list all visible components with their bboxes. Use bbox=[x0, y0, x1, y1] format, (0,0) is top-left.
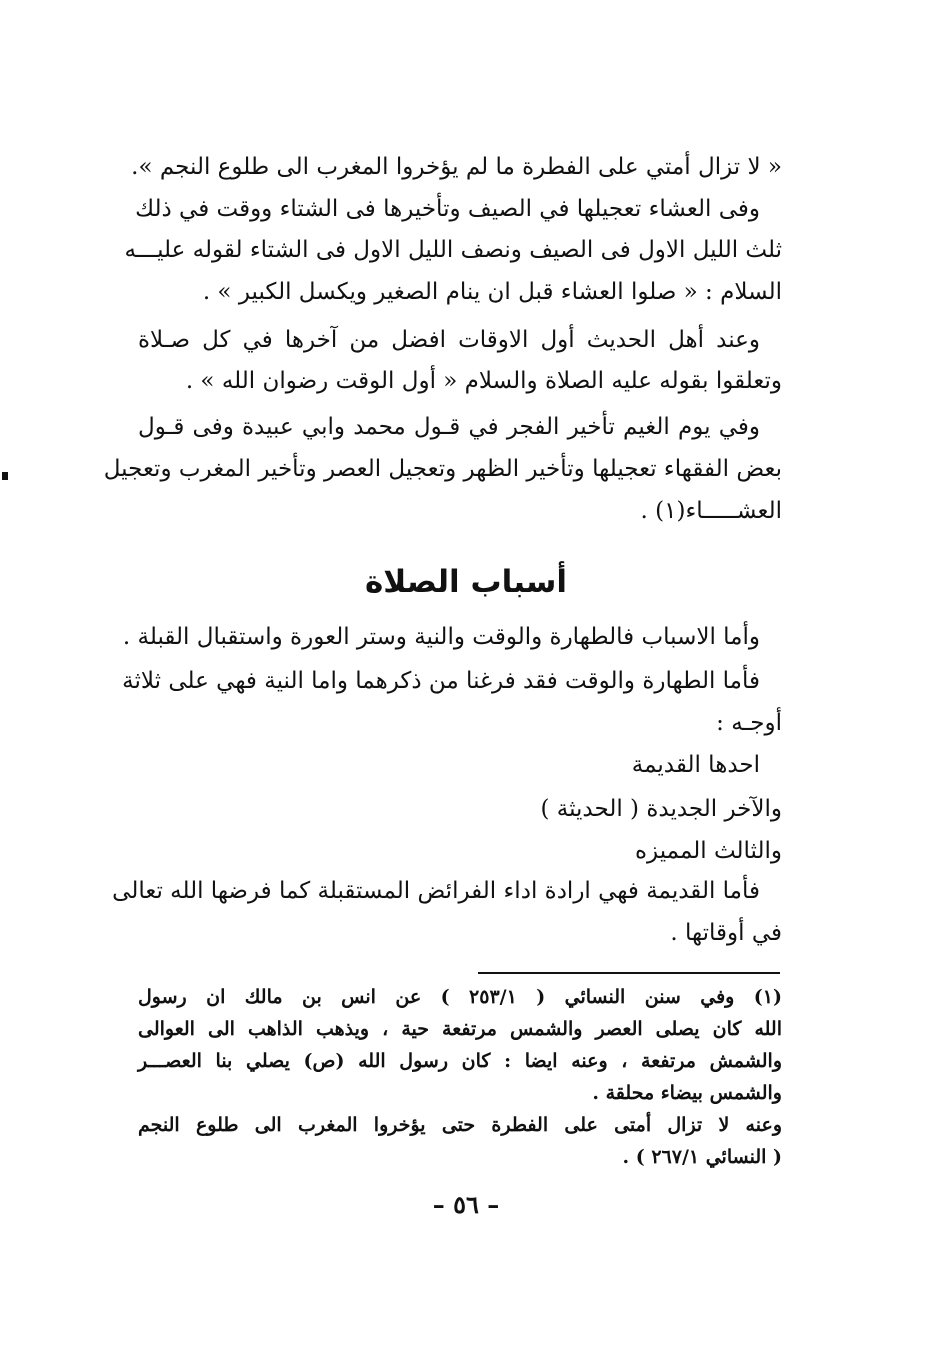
footnote-line-2: الله كان يصلى العصر والشمس مرتفعة حية ، ويذهب الذاهب الى العوالى bbox=[138, 1018, 782, 1040]
margin-mark bbox=[2, 472, 8, 480]
section-line-2: فأما الطهارة والوقت فقد فرغنا من ذكرهما واما النية فهي على ثلاثة bbox=[122, 668, 760, 694]
footnote-line-6: ( النسائي ٢٦٧/١ ) . bbox=[622, 1146, 782, 1168]
body-line-3: ثلث الليل الاول فى الصيف ونصف الليل الاول فى الشتاء لقوله عليـــه bbox=[124, 237, 782, 263]
section-line-6: والثالث المميزه bbox=[634, 838, 782, 864]
footnote-line-3: والشمش مرتفعة ، وعنه ايضا : كان رسول الله (ص) يصلي بنا العصـــر bbox=[138, 1050, 782, 1072]
body-line-6: وتعلقوا بقوله عليه الصلاة والسلام « أول الوقت رضوان الله » . bbox=[185, 368, 782, 394]
footnote-separator bbox=[478, 972, 780, 974]
footnote-line-4: والشمس بيضاء محلقة . bbox=[592, 1082, 782, 1104]
section-line-4: احدها القديمة bbox=[631, 752, 760, 778]
body-line-7: وفي يوم الغيم تأخير الفجر في قـول محمد وابي عبيدة وفى قـول bbox=[138, 414, 760, 440]
page-number: – ٥٦ – bbox=[432, 1190, 500, 1219]
section-line-8: في أوقاتها . bbox=[670, 920, 782, 946]
body-line-8: بعض الفقهاء تعجيلها وتأخير الظهر وتعجيل العصر وتأخير المغرب وتعجيل bbox=[103, 456, 782, 482]
body-line-9: العشـــــاء(١) . bbox=[640, 498, 782, 524]
body-line-2: وفى العشاء تعجيلها في الصيف وتأخيرها فى الشتاء ووقت في ذلك bbox=[135, 196, 760, 222]
section-heading: أسباب الصلاة bbox=[365, 564, 567, 600]
body-line-5: وعند أهل الحديث أول الاوقات افضل من آخرها في كل صـلاة bbox=[138, 327, 760, 353]
footnote-line-5: وعنه لا تزال أمتى على الفطرة حتى يؤخروا المغرب الى طلوع النجم bbox=[138, 1114, 782, 1136]
footnote-line-1: (١) وفي سنن النسائي ( ٢٥٣/١ ) عن انس بن مالك ان رسول bbox=[138, 986, 782, 1008]
section-line-3: أوجـه : bbox=[716, 710, 782, 736]
section-line-1: وأما الاسباب فالطهارة والوقت والنية وستر العورة واستقبال القبلة . bbox=[122, 624, 760, 650]
body-line-4: السلام : « صلوا العشاء قبل ان ينام الصغير ويكسل الكبير » . bbox=[202, 279, 782, 305]
body-line-1: « لا تزال أمتي على الفطرة ما لم يؤخروا المغرب الى طلوع النجم ». bbox=[131, 154, 782, 180]
section-line-7: فأما القديمة فهي ارادة اداء الفرائض المستقبلة كما فرضها الله تعالى bbox=[112, 878, 760, 904]
section-line-5: والآخر الجديدة ( الحديثة ) bbox=[540, 796, 782, 822]
